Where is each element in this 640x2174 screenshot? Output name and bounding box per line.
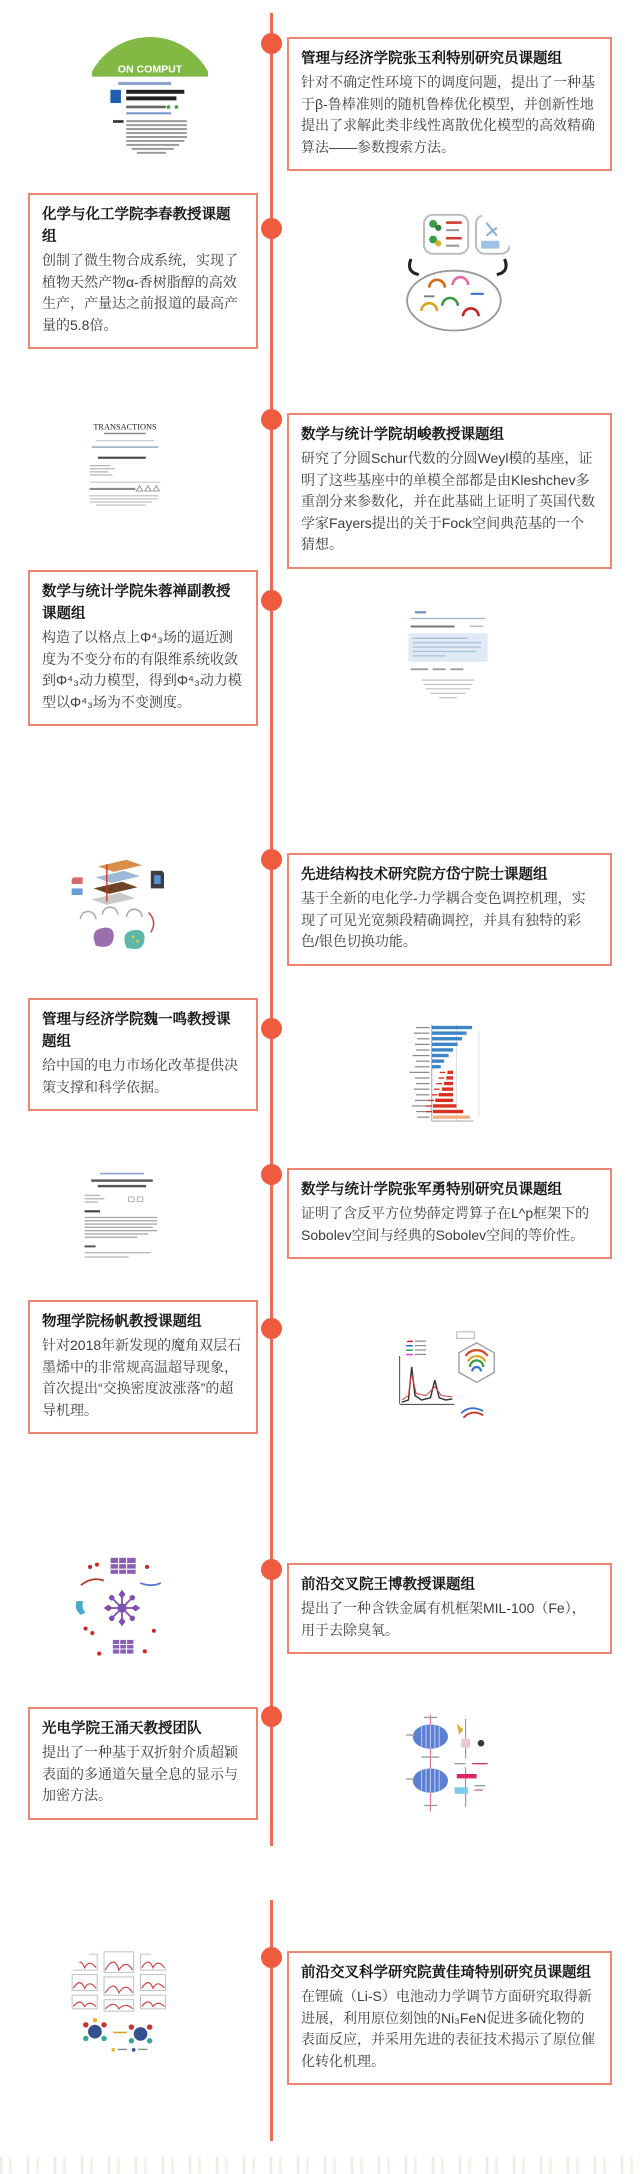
timeline-dot: [261, 1706, 282, 1727]
card-title: 管理与经济学院张玉利特别研究员课题组: [301, 51, 562, 67]
research-card-6: [28, 998, 258, 1111]
card-body: 构造了以格点上Φ⁴₃场的逼近测度为不变分布的有限维系统收敛到Φ⁴₃动力模型，得到Φ⁴₃动力模型以Φ⁴₃场为不变测度。: [42, 629, 242, 710]
card-body: 基于全新的电化学-力学耦合变色调控机理，实现了可见光宽频段精确调控，并具有独特的彩色/银色切换功能。: [301, 890, 586, 949]
metasurface-icon: [393, 1708, 503, 1818]
card-body: 在锂硫（Li-S）电池动力学调节方面研究取得新进展，利用原位刻蚀的Ni₃FeN促进多硫化物的表面反应，并采用先进的表征技术揭示了原位催化转化机理。: [301, 1988, 595, 2069]
card-title: 化学与化工学院李春教授课题组: [42, 207, 231, 245]
watermark-strip: [0, 2157, 640, 2174]
card-title: 数学与统计学院张军勇特别研究员课题组: [301, 1182, 562, 1198]
paper-abstract-icon: [67, 1164, 177, 1274]
card-title: 先进结构技术研究院方岱宁院士课题组: [301, 867, 548, 883]
card-title: 物理学院杨帆教授课题组: [42, 1314, 202, 1330]
card-body: 创制了微生物合成系统，实现了植物天然产物α-香树脂醇的高效生产，产量达之前报道的最高产量的5.8倍。: [42, 252, 238, 333]
card-body: 针对2018年新发现的魔角双层石墨烯中的非常规高温超导现象，首次提出“交换密度波涨落”的超导机理。: [42, 1337, 242, 1418]
card-body: 提出了一种含铁金属有机框架MIL-100（Fe），用于去除臭氧。: [301, 1600, 586, 1638]
timeline-line: [270, 1900, 273, 2141]
research-card-3: [287, 413, 612, 569]
card-title: 光电学院王涌天教授团队: [42, 1721, 202, 1737]
timeline-dot: [261, 1164, 282, 1185]
timeline-dot: [261, 590, 282, 611]
research-card-9: [287, 1563, 612, 1654]
figure-transactions-paper: [73, 413, 177, 517]
research-card-8: [28, 1300, 258, 1434]
figure-mof-purple: [65, 1551, 179, 1665]
figure-paper-blue-abstract: [393, 598, 503, 708]
timeline-dot: [261, 849, 282, 870]
transactions-header-text: TRANSACTIONS: [93, 422, 157, 432]
spectra-hexagon-icon: [393, 1323, 503, 1433]
journal-header-text: ON COMPUT: [117, 63, 183, 76]
paper-blue-abstract-icon: [393, 598, 503, 708]
bar-chart-icon: [387, 1018, 499, 1130]
card-title: 前沿交叉院王博教授课题组: [301, 1577, 475, 1593]
card-body: 研究了分圆Schur代数的分圆Weyl模的基座，证明了这些基座中的单模全部都是由Kleshchev多重剖分来参数化，并在此基础上证明了英国代数学家Fayers提出的关于Fock空间典范基的一个猜想。: [301, 450, 595, 552]
figure-biosynthesis-diagram: [385, 207, 515, 337]
research-card-5: [287, 853, 612, 966]
card-title: 数学与统计学院朱蓉禅副教授课题组: [42, 584, 231, 622]
card-title: 管理与经济学院魏一鸣教授课题组: [42, 1012, 231, 1050]
journal-paper-icon: [84, 37, 216, 169]
transactions-paper-icon: [73, 413, 177, 517]
spectra-grid-icon: [63, 1945, 177, 2059]
research-card-4: [28, 570, 258, 726]
layered-device-icon: [65, 851, 175, 961]
card-title: 数学与统计学院胡峻教授课题组: [301, 427, 504, 443]
research-card-7: [287, 1168, 612, 1259]
card-body: 给中国的电力市场化改革提供决策支撑和科学依据。: [42, 1057, 238, 1095]
card-body: 证明了含反平方位势薛定谔算子在L^p框架下的Sobolev空间与经典的Sobolev空间的等价性。: [301, 1205, 590, 1243]
timeline-dot: [261, 33, 282, 54]
card-body: 针对不确定性环境下的调度问题，提出了一种基于β-鲁棒准则的随机鲁棒优化模型，并创新性地提出了求解此类非线性离散优化模型的高效精确算法——参数搜索方法。: [301, 74, 595, 155]
mof-structure-icon: [65, 1551, 179, 1665]
figure-journal-paper-green: [84, 37, 216, 169]
timeline-dot: [261, 1947, 282, 1968]
research-card-10: [28, 1707, 258, 1820]
figure-spectra-hexagon: [393, 1323, 503, 1433]
timeline-dot: [261, 1318, 282, 1339]
figure-paper-abstract: [67, 1164, 177, 1274]
timeline-dot: [261, 1559, 282, 1580]
card-title: 前沿交叉科学研究院黄佳琦特别研究员课题组: [301, 1965, 591, 1981]
research-card-2: [28, 193, 258, 349]
biosynthesis-icon: [385, 207, 515, 337]
timeline-dot: [261, 1018, 282, 1039]
timeline-dot: [261, 218, 282, 239]
figure-metasurface-hologram: [393, 1708, 503, 1818]
research-card-1: [287, 37, 612, 171]
timeline-dot: [261, 409, 282, 430]
card-body: 提出了一种基于双折射介质超颖表面的多通道矢量全息的显示与加密方法。: [42, 1744, 238, 1803]
figure-province-bar-chart: [387, 1018, 499, 1130]
figure-spectra-grid-molecules: [63, 1945, 177, 2059]
research-card-11: [287, 1951, 612, 2085]
figure-layered-device: [65, 851, 175, 961]
